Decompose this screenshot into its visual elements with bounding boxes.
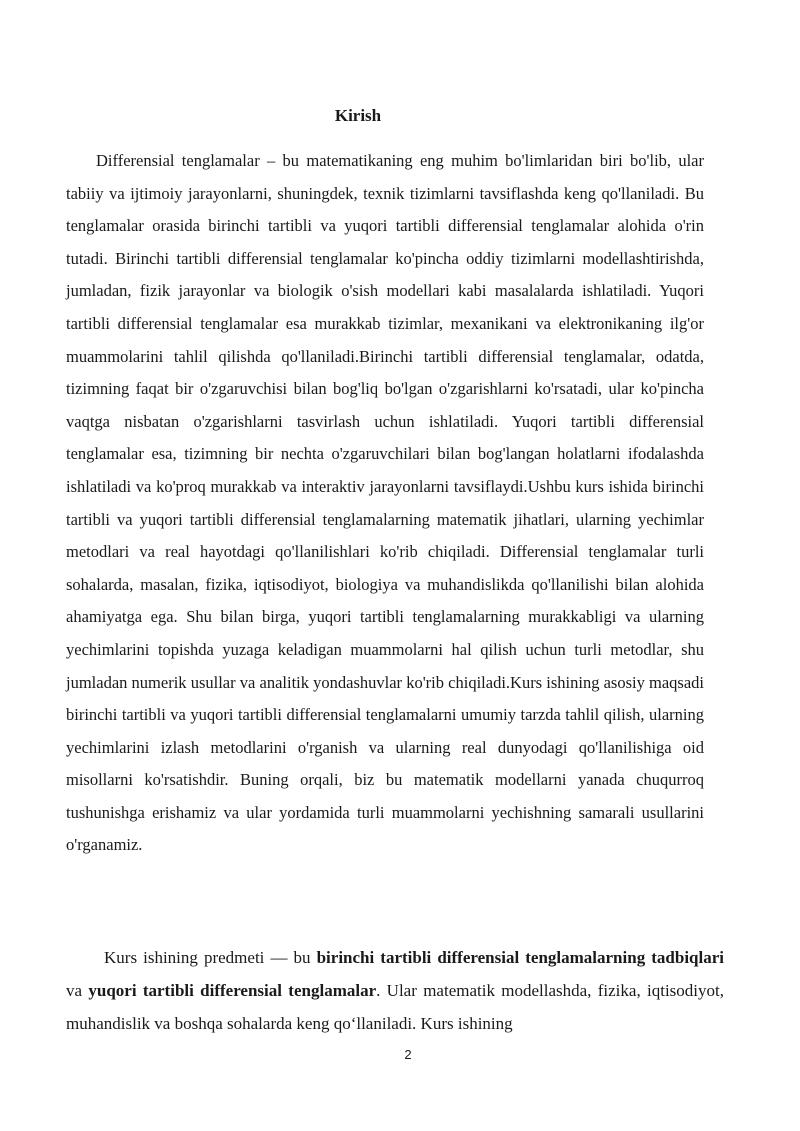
subject-paragraph (66, 942, 724, 1040)
subject-text-3: . Ular matematik modellashda, fizika, iqtisodiyot, muhandislik va boshqa sohalarda keng qo‘llaniladi. Kurs ishining (66, 980, 724, 1033)
subject-bold-2: yuqori tartibli differensial tenglamalar (88, 980, 377, 1000)
subject-text-2: va (66, 980, 89, 1000)
page-number: 2 (404, 1047, 412, 1062)
intro-paragraph: Differensial tenglamalar – bu matematikaning eng muhim bo'limlaridan biri bo'lib, ular tabiiy va ijtimoiy jarayonlarni, shuningdek, texnik tizimlarni tavsiflashda keng qo'llaniladi. Bu tenglamalar orasida birinchi tartibli va yuqori tartibli differensial tenglamalar alohida o'rin tutadi. Birinchi tartibli differensial tenglamalar ko'pincha oddiy tizimlarni modellashtirishda, jumladan, fizik jarayonlar va biologik o'sish modellari kabi masalalarda ishlatiladi. Yuqori tartibli differensial tenglamalar esa murakkab tizimlar, mexanikani va elektronikaning ilg'or muammolarini tahlil qilishda qo'llaniladi.Birinchi tartibli differensial tenglamalar, odatda, tizimning faqat bir o'zgaruvchisi bilan bog'liq bo'lgan o'zgarishlarni ko'rsatadi, ular ko'pincha vaqtga nisbatan o'zgarishlarni tasvirlash uchun ishlatiladi. Yuqori tartibli differensial tenglamalar esa, tizimning bir nechta o'zgaruvchilari bilan bog'langan holatlarni ifodalashda ishlatiladi va ko'proq murakkab va interaktiv jarayonlarni tavsiflaydi.Ushbu kurs ishida birinchi tartibli va yuqori tartibli differensial tenglamalarning matematik jihatlari, ularning yechimlar metodlari va real hayotdagi qo'llanilishlari ko'rib chiqiladi. Differensial tenglamalar turli sohalarda, masalan, fizika, iqtisodiyot, biologiya va muhandislikda qo'llanilishi bilan alohida ahamiyatga ega. Shu bilan birga, yuqori tartibli tenglamalarning murakkabligi va ularning yechimlarini topishda yuzaga keladigan muammolarni hal qilish uchun turli metodlar, shu jumladan numerik usullar va analitik yondashuvlar ko'rib chiqiladi.Kurs ishining asosiy maqsadi birinchi tartibli va yuqori tartibli differensial tenglamalarni umumiy tarzda tahlil qilish, ularning yechimlarini izlash metodlarini o'rganish va ularning real dunyodagi qo'llanilishiga oid misollarni ko'rsatishdir. Buning orqali, biz bu matematik modellarni yanada chuqurroq tushunishga erishamiz va ular yordamida turli muammolarni yechishning samarali usullarini o'rganamiz. (66, 151, 704, 855)
subject-text-1: Kurs ishining predmeti — bu (104, 948, 317, 967)
section-title: Kirish (334, 106, 382, 125)
subject-bold-1: birinchi tartibli differensial tenglamalarning tadbiqlari (316, 948, 724, 967)
